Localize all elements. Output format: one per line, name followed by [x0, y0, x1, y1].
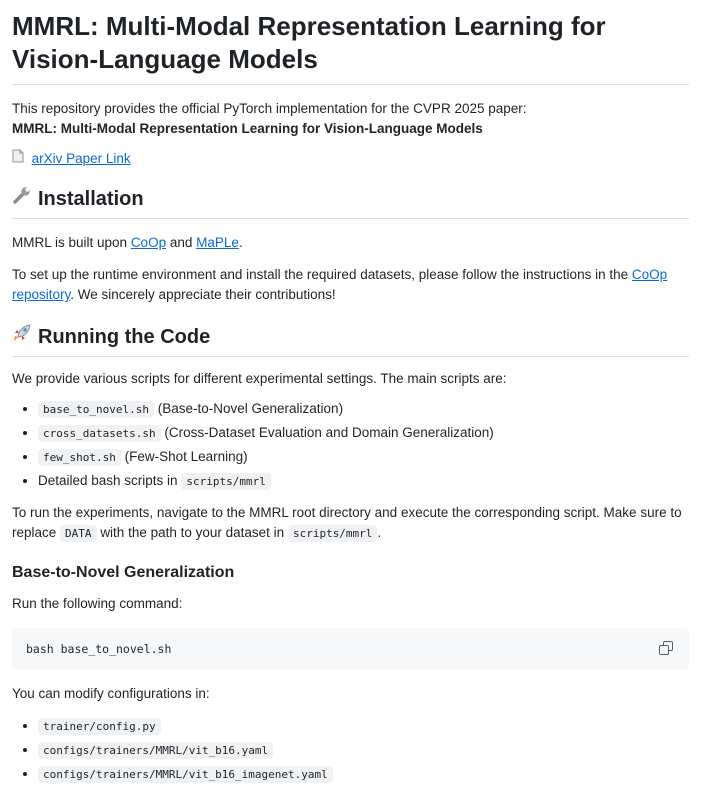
list-item: • configs/trainers/MMRL/vit_b16.yaml [38, 740, 689, 761]
maple-link[interactable]: MaPLe [196, 235, 239, 250]
list-item: • few_shot.sh (Few-Shot Learning) [38, 447, 689, 468]
arxiv-link[interactable]: arXiv Paper Link [31, 151, 131, 166]
modify-text: You can modify configurations in: [12, 686, 210, 701]
list-item: • base_to_novel.sh (Base-to-Novel Generalization) [38, 399, 689, 420]
scripts-list [12, 399, 689, 492]
page-icon [12, 151, 28, 166]
base-novel-heading: Base-to-Novel Generalization [12, 564, 235, 581]
list-item: • trainer/config.py [38, 716, 689, 737]
configs-list [12, 716, 689, 785]
page-title: MMRL: Multi-Modal Representation Learning for Vision-Language Models [12, 10, 689, 85]
setup-text: To set up the runtime environment and install the required datasets, please follow the instructions in the CoOp repository. We sincerely appreciate their contributions! [12, 267, 668, 302]
coop-link[interactable]: CoOp [130, 235, 167, 250]
list-item: • Detailed bash scripts in scripts/mmrl [38, 471, 689, 492]
running-heading: Running the Code [12, 323, 689, 357]
paper-title: MMRL: Multi-Modal Representation Learning for Vision-Language Models [12, 121, 483, 136]
rocket-icon [12, 323, 32, 350]
code-block [12, 628, 689, 670]
command-text: bash base_to_novel.sh [26, 642, 172, 656]
wrench-icon [12, 185, 32, 212]
intro-text: This repository provides the official PyTorch implementation for the CVPR 2025 paper: [12, 101, 527, 116]
list-item: • cross_datasets.sh (Cross-Dataset Evaluation and Domain Generalization) [38, 423, 689, 444]
instructions-text: To run the experiments, navigate to the MMRL root directory and execute the corresponding script. Make sure to replace DATA with the path to your dataset in scripts/mmrl . [12, 505, 682, 540]
paper-link-row [12, 149, 689, 169]
run-command-text: Run the following command: [12, 596, 183, 611]
scripts-intro: We provide various scripts for different experimental settings. The main scripts are: [12, 371, 507, 386]
list-item: • configs/trainers/MMRL/vit_b16_imagenet.yaml [38, 764, 689, 785]
copy-icon[interactable] [659, 641, 675, 657]
built-upon-text: MMRL is built upon CoOp and MaPLe. [12, 235, 243, 250]
coop-repo-link[interactable]: CoOp repository [12, 267, 668, 302]
installation-heading: Installation [12, 185, 689, 219]
